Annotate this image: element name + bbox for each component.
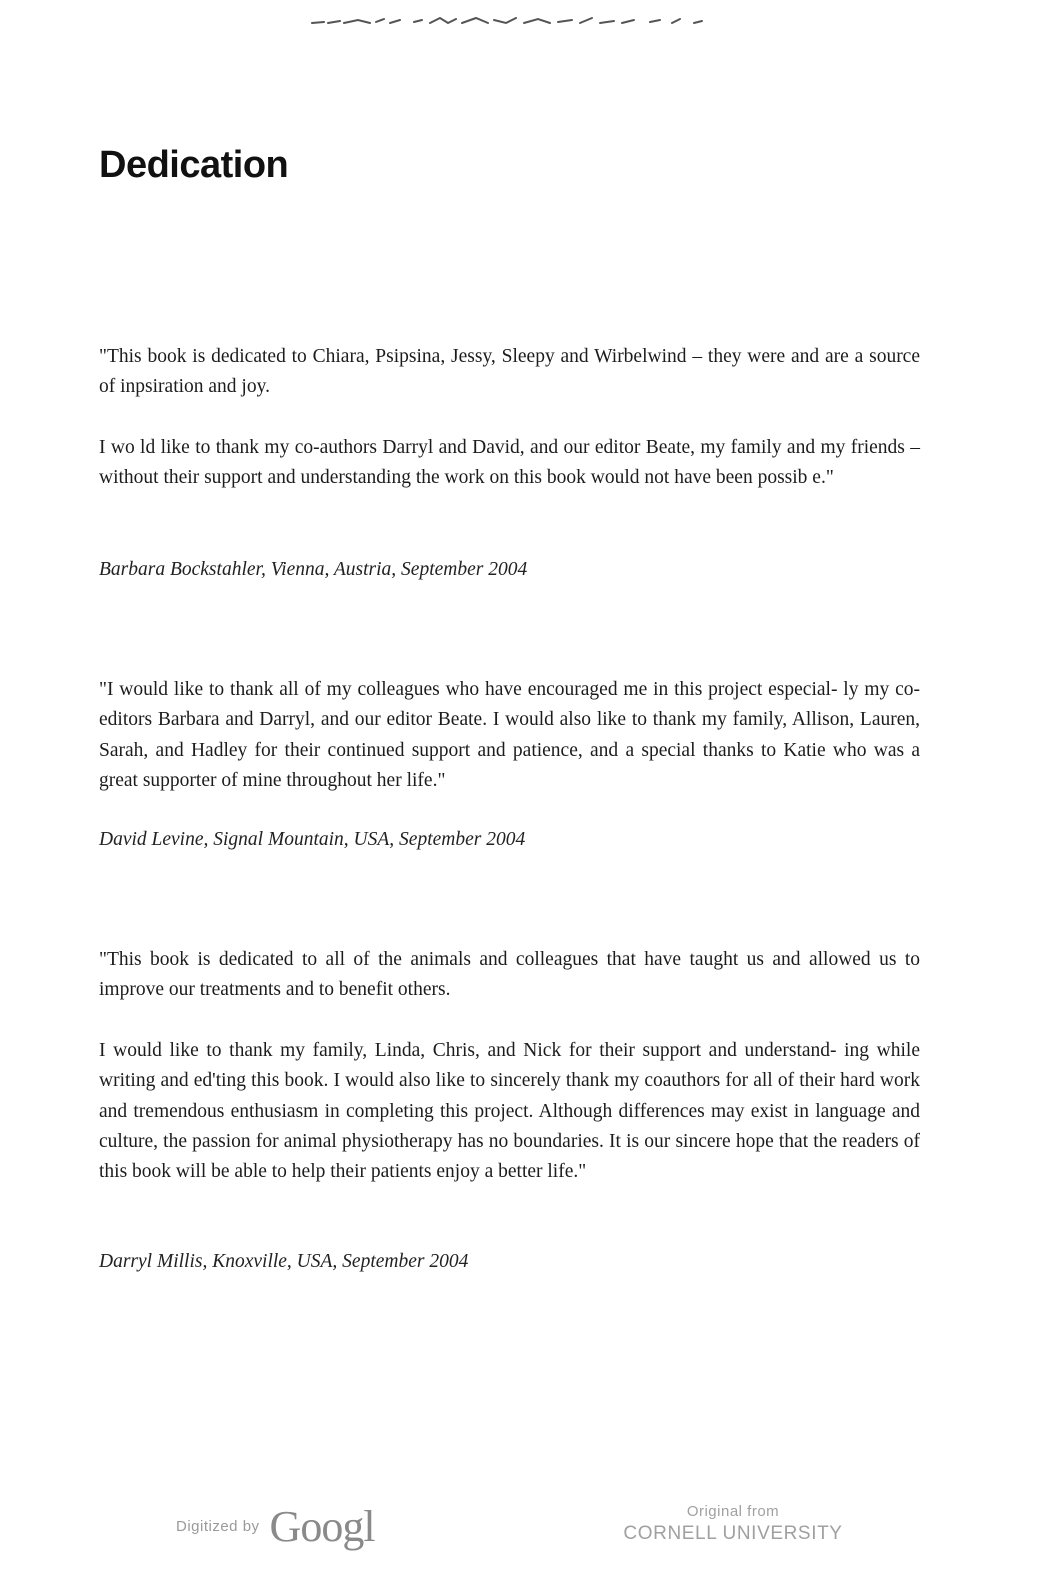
dedication-3-paragraph-1: "This book is dedicated to all of the animals and colleagues that have taught us and allowed us to improve our treatments and to benefit others.: [99, 949, 920, 1001]
top-scan-artifact: [310, 14, 710, 28]
institution-name: CORNELL UNIVERSITY: [623, 1523, 843, 1544]
digitized-by-label: Digitized by: [176, 1517, 260, 1535]
dedication-2-signature: David Levine, Signal Mountain, USA, September 2004: [99, 829, 526, 850]
original-from-watermark: [618, 1502, 848, 1546]
google-logo: Googl: [269, 1501, 375, 1551]
dedication-1-paragraph-2: I wo ld like to thank my co-authors Darryl and David, and our editor Beate, my family and my friends – without their support and understanding the work on this book would not have been possib e.": [99, 437, 920, 489]
dedication-3-paragraph-2: I would like to thank my family, Linda, Chris, and Nick for their support and understand- ing while writing and ed'ting this book. I would also like to sincerely thank my coauthors for all of their hard work and tremendous enthusiasm in completing this project. Although differences may exist in language and culture, the passion for animal physiotherapy has no boundaries. It is our sincere hope that the readers of this book will be able to help their patients enjoy a better life.": [99, 1040, 920, 1183]
dedication-1-signature: Barbara Bockstahler, Vienna, Austria, September 2004: [99, 559, 528, 580]
page-title: Dedication: [99, 144, 289, 186]
dedication-2-paragraph-1: "I would like to thank all of my colleagues who have encouraged me in this project especial- ly my co-editors Barbara and Darryl, and our editor Beate. I would also like to thank my family, Allison, Lauren, Sarah, and Hadley for their continued support and patience, and a special thanks to Katie who was a great supporter of mine throughout her life.": [99, 679, 920, 791]
original-from-label: Original from: [686, 1503, 780, 1520]
digitized-by-watermark: [176, 1496, 375, 1556]
dedication-1-paragraph-1: "This book is dedicated to Chiara, Psipsina, Jessy, Sleepy and Wirbelwind – they were and are a source of inpsiration and joy.: [99, 346, 920, 398]
dedication-3-signature: Darryl Millis, Knoxville, USA, September 2004: [99, 1251, 469, 1272]
